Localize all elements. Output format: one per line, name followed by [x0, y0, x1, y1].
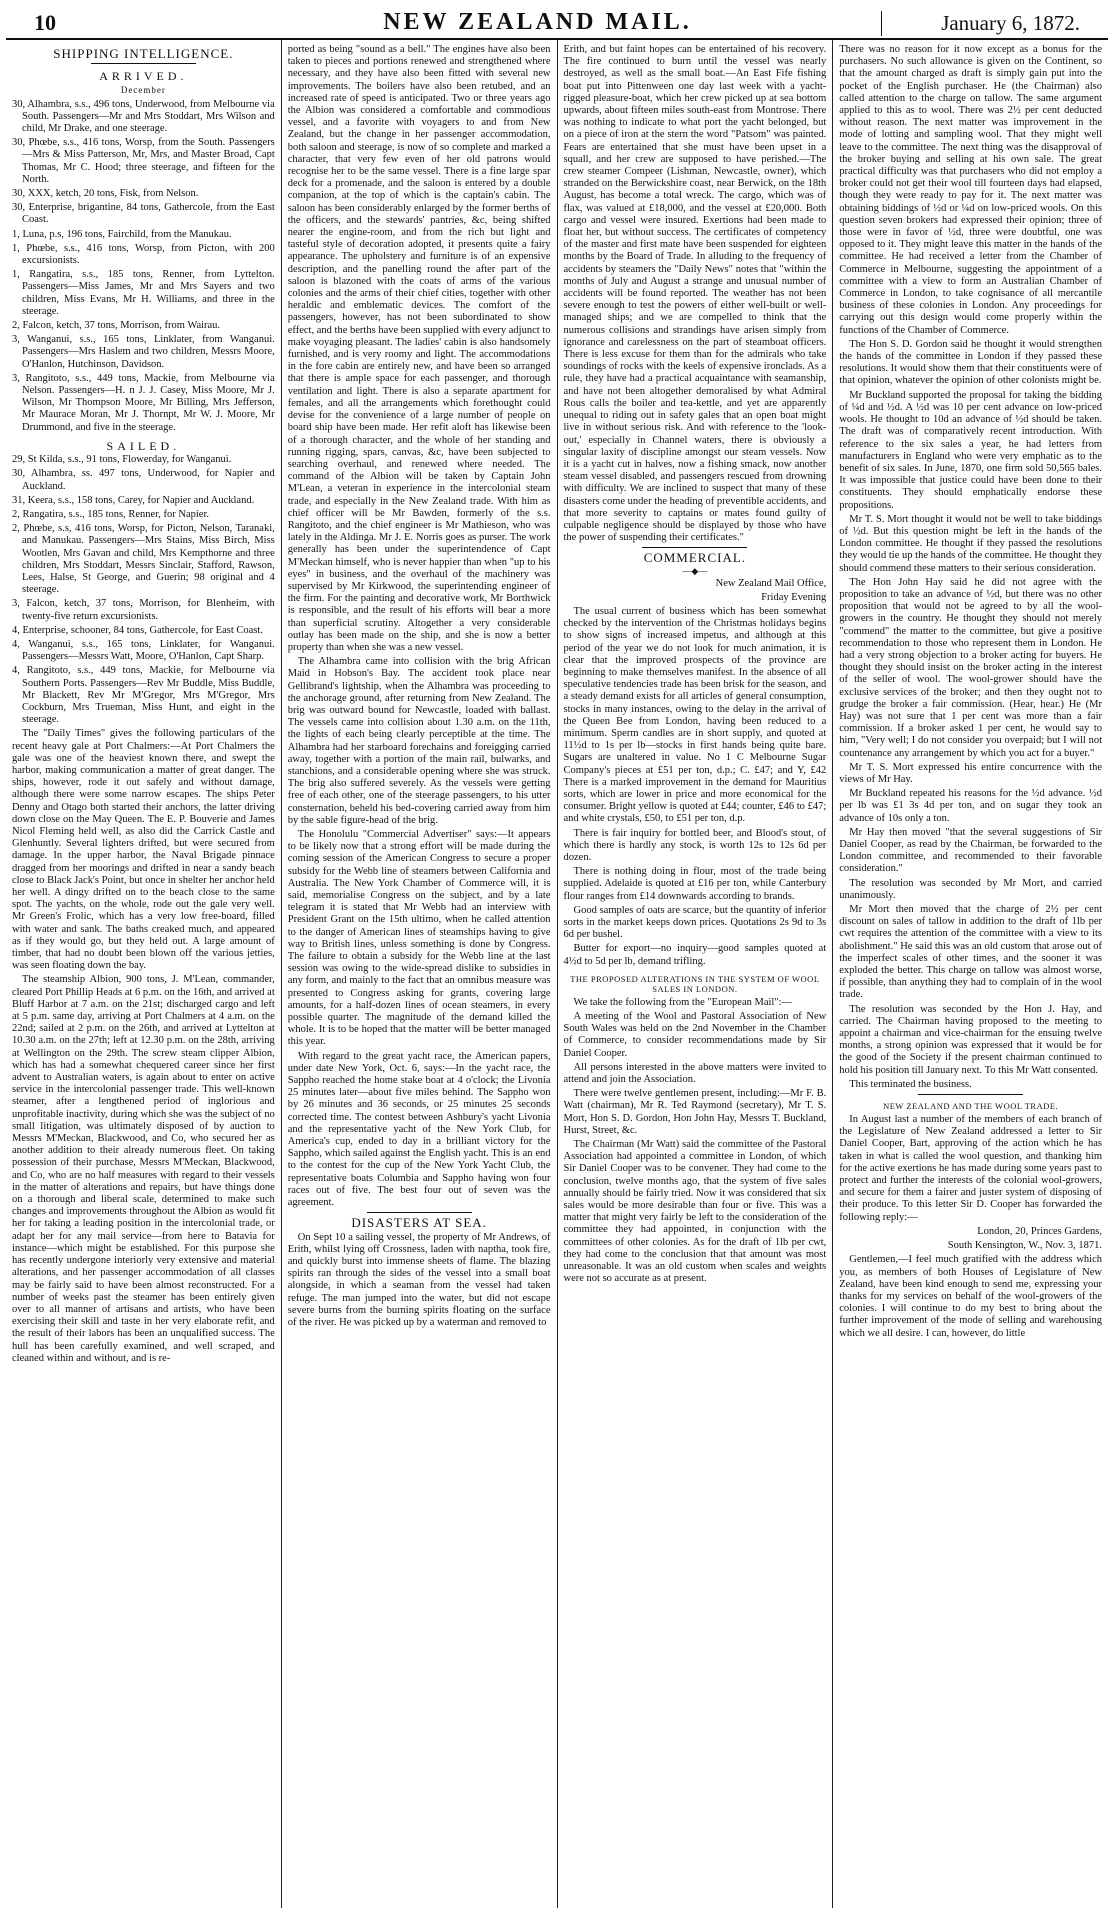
- list-item: 2, Phœbe, s.s, 416 tons, Worsp, for Picton, Nelson, Taranaki, and Manukau. Passengers—Mrs Stains, Miss Birch, Miss Wootlen, Mrs Gavan and child, Mrs Kempthorne and three children, Mrs Stoddart, Messrs Sinclair, Stafford, Rawson, Lees, Halse, St George, and Guerin; 98 original and 4 steerage.: [12, 523, 275, 596]
- list-item: 30, Alhambra, s.s., 496 tons, Underwood, from Melbourne via South. Passengers—Mr and Mrs Stoddart, Mrs Wilson and child, Mr Drake, and one steerage.: [12, 98, 275, 135]
- column-2: [282, 40, 558, 1908]
- article-paragraph: There is fair inquiry for bottled beer, and Blood's stout, of which there is hardly any stock, is worth 12s to 12s 6d per dozen.: [563, 827, 827, 863]
- article-paragraph: The Hon S. D. Gordon said he thought it would strengthen the hands of the committee in London if they passed these resolutions. It would show them that their constituents were of that opinion, whatever the opinion of other colonists might be.: [839, 338, 1102, 387]
- list-item: 3, Falcon, ketch, 37 tons, Morrison, for Blenheim, with twenty-five return excursionists.: [12, 598, 275, 622]
- article-paragraph: The resolution was seconded by the Hon J. Hay, and carried. The Chairman having proposed to the meeting to appoint a chairman and vice-chairman for the ensuing twelve months, a strong opinion was expressed that it would be for the good of the Society if the present chairman continued to hold his position till January next. To this Mr Watt consented.: [839, 1003, 1102, 1076]
- arrivals-list: [12, 99, 275, 434]
- article-paragraph: The steamship Albion, 900 tons, J. M'Lean, commander, cleared Port Phillip Heads at 6 p.m. on the 16th, and arrived at Bluff Harbor at 7 a.m. on the 21st; discharged cargo and left at 5 p.m. same day, arriving at Port Chalmers at 4 a.m. on the 22nd; sailed at 2 p.m. on the 26th, and arrived at Lyttelton at 10.30 a.m. on the 27th; left at 12.30 p.m. on the 28th, arriving at Wellington on the 29th. The screw steam clipper Albion, which has had a somewhat chequered career since her first advent to Australian waters, is again about to enter on active service in the intercolonial passenger trade. This well-known steamer, after a lengthened period of inglorious and unprofitable inactivity, during which she was the subject of no small litigation, was ultimately disposed of by auction to Messrs M'Meckan, Blackwood, and Co, who secured her as another addition to their already numerous fleet. On taking possession of their purchase, Messrs M'Meckan, Blackwood, and Co, who are no half measures with regard to their vessels in the matter of alterations and repairs, but have things done on a thorough and liberal scale, determined to make such changes and improvements throughout the Albion as would fit her for taking a leading position in the intercolonial trade, or adapt her for any mail service—from here to Batavia for instance—which might be established. For this purpose she has recently undergone interiorly very extensive and material alterations, and her passenger accommodation of all classes may be fairly said to have been almost reconstructed. For a number of weeks past the steamer has been entirely given over to all manner of artisans and artists, who have been exercising their skill and taste in her very elaborate refit, and the result of their labors has been an unqualified success. The hull has been carefully examined, and well scraped, and cleaned within and without, and is re-: [12, 974, 275, 1364]
- list-item: 31, Keera, s.s., 158 tons, Carey, for Napier and Auckland.: [12, 494, 255, 506]
- column-3: [558, 40, 834, 1908]
- column-4: [833, 40, 1108, 1908]
- list-item: 30, Alhambra, ss. 497 tons, Underwood, for Napier and Auckland.: [12, 468, 275, 492]
- article-paragraph: On Sept 10 a sailing vessel, the property of Mr Andrews, of Erith, whilst lying off Crossness, laden with naptha, took fire, and quickly burst into immense sheets of flame. The blazing spirits ran through the sides of the vessel into a small boat alongside, in which a seaman from the vessel had taken refuge. The man jumped into the water, but did not escape severe burns from the burning spirits floating on the surface of the river. He was picked up by a waterman and removed to: [287, 1231, 551, 1328]
- month-label: December: [120, 85, 166, 96]
- list-item: 1, Rangatira, s.s., 185 tons, Renner, from Lyttelton. Passengers—Miss James, Mr and Mrs Sayers and two children, Miss Evans, Mr H. Williams, and three in the steerage.: [12, 269, 275, 317]
- list-item: 2, Falcon, ketch, 37 tons, Morrison, from Wairau.: [12, 320, 221, 332]
- office-line: New Zealand Mail Office,: [715, 577, 827, 589]
- article-paragraph: Mr Hay then moved "that the several suggestions of Sir Daniel Cooper, as read by the Chairman, be forwarded to the London committee, and recommended to their favorable consideration.": [839, 826, 1102, 875]
- article-paragraph: Good samples of oats are scarce, but the quantity of inferior sorts in the market keeps down prices. Quotations 2s 9d to 3s 6d per bushel.: [563, 904, 827, 941]
- list-item: 4, Enterprise, schooner, 84 tons, Gathercole, for East Coast.: [12, 624, 263, 636]
- list-item: 2, Rangatira, s.s., 185 tons, Renner, for Napier.: [12, 508, 209, 520]
- list-item: 3, Wanganui, s.s., 165 tons, Linklater, from Wanganui. Passengers—Mrs Haslem and two children, Messrs Moore, O'Hanlon, Hutchinson, Davidson.: [12, 334, 275, 370]
- sailings-list: [12, 454, 275, 726]
- article-paragraph: With regard to the great yacht race, the American papers, under date New York, Oct. 6, says:—In the yacht race, the Sappho reached the home stake boat at 4 o'clock; the Livonia 25 minutes later—about five miles behind. The Sappho won by 26 minutes and 36 seconds, or 25 minutes 25 seconds corrected time. The contest between Ashbury's yacht Livonia and the representative yacht of the New York Club, for America's cup, ended to day in a brilliant victory for the Sappho, which sailed against the English yacht. This is an end to the contest for the cup of the New York Yacht Club, the representative boats Columbia and Sappho having won four races out of five. The best four out of seven was the agreement.: [287, 1050, 551, 1209]
- article-paragraph: This terminated the business.: [849, 1078, 972, 1090]
- article-paragraph: The "Daily Times" gives the following particulars of the recent heavy gale at Port Chalmers:—At Port Chalmers the gale was one of the heaviest known there, and swept the harbor, making communication a matter of great danger. The ships, however, rode it out safely and without damage, although there were some narrow escapes. The ships Peter Denny and Otago both started their anchors, the latter driving down close on the May Queen. The E. P. Bouverie and James Nicol Fleming held well, as also did the Carrick Castle and Glenhuntly. Several lighters drifted, but were secured from damage. In the upper harbor, the Naval Brigade pinnace dragged from her moorings and drifted in near a sandy beach close to Black Jack's Point, but once in shelter her anchor held her well. A dingy drifted on to the beach close to the same spot. The yachts, on the whole, rode out the gale very well. Mr Green's Frolic, which has a very low free-board, filled with water and sank. The baths creaked much, and appeared as if they would go, but they held out. A large amount of timber, that had no doubt been blown off the various jetties, was seen floating down the bay.: [12, 728, 275, 972]
- article-paragraph: The usual current of business which has been somewhat checked by the intervention of the Christmas holidays begins to show signs of increased impetus, and although at this period of the year we do not look for much animation, it is clear that the improved prospects of the province are beginning to make themselves manifest. In the absence of all speculative tendencies trade has been brisk for the season, and a steady demand exists for all articles of general consumption, stocks in many instances, owing to the delay in the arrival of the Queen Bee from London, having been reduced to a minimum. Sperm candles are in short supply, and quoted at 11½d to 1s per lb—stocks in first hands being quite bare. Sugars are unaltered in value. No 1 C Melbourne Sugar Company's pieces at £51 per ton, d.p.; C. £47; and Y, £42 There is a marked improvement in the demand for Mauritius sorts, which are lower in price and more economical for the consumer. Bright yellow is quoted at £44; counter, £46 to £47; and white crystals, £50, to £51 per ton, d.p.: [563, 605, 827, 825]
- article-paragraph: A meeting of the Wool and Pastoral Association of New South Wales was held on the 2nd November in the Chamber of Commerce, to consider recommendations made by Sir Daniel Cooper.: [563, 1011, 827, 1059]
- article-paragraph: There was no reason for it now except as a bonus for the purchasers. No such allowance is given on the Continent, so that the amount charged as draft is simply gain put into the pocket of the English purchaser. He (the Chairman) also called attention to the charge on tallow. The same argument applied to this as to wool. There was 2½ per cent deducted without reason. The next matter was improvement in the mode of lotting and sampling wool. That they might well leave to the committee. The next thing was the disapproval of the broker buying and selling at his own sale. The great practical difficulty was that purchasers who did not employ a broker could not get their wool till fourteen days had elapsed, though they were ready to pay for it. The next matter was obtaining biddings of ½d or ¼d on low-priced wools. On this question seven brokers had expressed their opinion; three of those were in favor of ½d, three were doubtful, one was opposed to it. They might leave this matter in the hands of the committee. He had received a letter from the Chamber of Commerce in Melbourne, suggesting the appointment of a committee with a view to form an Australian Chamber of Commerce in London, to take cognisance of all mercantile business of these colonies in London. Any proceedings for carrying out this design would come properly within the functions of the Chamber of Commerce.: [839, 44, 1102, 336]
- article-paragraph: Mr Buckland repeated his reasons for the ½d advance. ½d per lb was £1 3s 4d per ton, and on sugar they took an advance of 10s only a ton.: [839, 788, 1102, 824]
- letter-address: London, 20, Princes Gardens,: [977, 1225, 1102, 1237]
- article-paragraph: Butter for export—no inquiry—good samples quoted at 4½d to 5d per lb, demand trifling.: [563, 943, 827, 967]
- section-heading-commercial: COMMERCIAL.: [643, 550, 747, 566]
- list-item: 30, XXX, ketch, 20 tons, Fisk, from Nelson.: [12, 188, 199, 200]
- column-1: [6, 40, 282, 1908]
- list-item: 29, St Kilda, s.s., 91 tons, Flowerday, for Wanganui.: [12, 454, 232, 466]
- article-paragraph: Mr Buckland supported the proposal for taking the bidding of ¼d and ½d. A ½d was 10 per cent advance on low-priced wools. He thought to 10d an advance of ½d should be taken. The draft was of comparatively recent introduction. With reference to the six sales a year, he had letters from manufacturers in England who were very emphatic as to the benefit of six sales. In June, 1870, one firm sold 50,565 bales. It was impossible that justice could have been done to their constituents. They should emphatically endorse these propositions.: [839, 389, 1102, 511]
- list-item: 4, Wanganui, s.s., 165 tons, Linklater, for Wanganui. Passengers—Messrs Watt, Moore, O'Hanlon, Capt Sharp.: [12, 638, 275, 663]
- issue-date: January 6, 1872.: [881, 11, 1080, 36]
- article-paragraph: There were twelve gentlemen present, including:—Mr F. B. Watt (chairman), Mr R. Ted Raymond (secretary), Mr T. S. Mort, Hon S. D. Gordon, Hon John Hay, Messrs T. Buckland, Hurst, Street, &c.: [563, 1088, 827, 1136]
- article-paragraph: Mr T. S. Mort expressed his entire concurrence with the views of Mr Hay.: [839, 761, 1102, 785]
- section-heading-shipping: SHIPPING INTELLIGENCE.: [53, 46, 234, 61]
- article-paragraph: In August last a number of the members of each branch of the Legislature of New Zealand addressed a letter to Sir Daniel Cooper, Bart, approving of the action which he has taken in what is called the wool question, and thanking him for the active exertions he has made during some years past to protect and further the interests of the colonial wool-growers, and secure for them a fairer and juster system of disposing of their produce. To this letter Sir D. Cooper has forwarded the following reply:—: [839, 1114, 1102, 1223]
- letter-address-2: South Kensington, W., Nov. 3, 1871.: [947, 1240, 1102, 1252]
- section-heading-disasters: DISASTERS AT SEA.: [351, 1215, 487, 1231]
- article-paragraph: Mr Mort then moved that the charge of 2½ per cent discount on sales of tallow in addition to the draft of 1lb per cwt requires the attention of the committee with a view to its abolishment." He said this was an old custom that arose out of the imperfect scales of other times, and the sooner it was exploded the better. This charge on tallow was almost worse, if possible, than anything they had to complain of in the wool trade.: [839, 904, 1102, 1001]
- letter-body: Gentlemen,—I feel much gratified with the address which you, as members of both Houses of Legislature of New Zealand, have been kind enough to send me, expressing your thanks for my services on behalf of the wool-growers of the colonies. I will continue to do my best to bring about the further improvement of the mode of selling and warehousing which we all desire. I can, however, do little: [839, 1254, 1102, 1339]
- subheading-arrived: ARRIVED.: [99, 69, 188, 84]
- newspaper-title: NEW ZEALAND MAIL.: [383, 9, 692, 35]
- article-paragraph: The Honolulu "Commercial Advertiser" says:—It appears to be likely now that a strong effort will be made during the coming session of the American Congress to secure a proper subsidy for the Webb line of steamers between California and Australia. The New York Chamber of Commerce will, it is said, memorialise Congress on the subject, and by a late telegram it is stated that Mr Webb had an interview with President Grant on the 15th ultimo, when he called attention to the danger of American lines of steamships having to give way to British lines, unless something is done by Congress. The failure to obtain a subsidy for the Webb line at the last session was owing to the wide-spread dislike to subsidies in any form, and mainly to the fact that an omnibus measure was presented to Congress asking for grants, covering large amounts, for a half-dozen lines of ocean steamers, in every possible quarter. The magnitude of the demand killed the whole. It is to be hoped that the matter will be better managed this year.: [287, 829, 551, 1048]
- list-item: 3, Rangitoto, s.s., 449 tons, Mackie, from Melbourne via Nelson. Passengers—H. n J. J. Casey, Miss Moore, Mr J. Wilson, Mr Thompson Moore, Mr Billing, Mrs Jefferson, Mr Maurace Moran, Mr J. Thornpt, Mr W. J. Moore, Mr Drummond, and five in the steerage.: [12, 372, 275, 433]
- page-number: 10: [34, 10, 56, 35]
- article-paragraph: Erith, and but faint hopes can be entertained of his recovery. The fire continued to burn until the vessel was nearly destroyed, as well as the small boat.—An East Fife fishing boat put into Pittenween one day last week with a yacht-rigged pleasure-boat, which her crew picked up at sea bottom upwards, about fifteen miles south-east from Montrose. There was nothing to indicate to what port the yacht belonged, but on a piece of iron at the stern the word "Patsom" was painted. Fears are entertained that she must have been upset in a squall, and her crew are supposed to have perished.—The crew steamer Compeer (Lishman, Newcastle, owner), which stranded on the Berwickshire coast, near Berwick, on the 18th August, has become a total wreck. The cargo, which was of flax, was valued at £18,000, and the vessel at £20,000. Both cargo and vessel were insured. Exertions had been made to float her, but without success. The certificates of competency of the master and first mate have been suspended for eighteen months by the Board of Trade. In alluding to the frequency of accidents by steamers the "Daily News" notes that "within the months of July and August a strange and unusual number of accidents will be found reported. The weather has not been severe enough to test the powers of either well-built or well-managed ships; and we are compelled to think that the numerous collisions and strandings have arisen simply from ignorance and carelessness on the part of steamboat officers. There is less excuse for them than for the admirals who take soundings of rocks with the keels of expensive ironclads. As a rule, they have had a practical acquaintance with seamanship, and have not been altogether demoralised by what Admiral Rous calls the boiler and tea-kettle, and yet are apparently unequal to riding out in safety gales that an open boat might live in without serious risk. And with reference to the 'look-out,' especially in Channel waters, there is obviously a singular laxity of discipline amongst our steam vessels. Now it is a yacht cut in halves, now a fishing smack, now another steam vessel disabled, and passengers rescued from drowning with difficulty. We are inclined to suspect that many of these disasters come under the heading of preventible accidents, and that more severity to captains or mates found guilty of culpable negligence should be displayed by those who have the power of suspending their certificates.": [563, 44, 827, 544]
- office-time: Friday Evening: [761, 591, 827, 603]
- article-paragraph: The Hon John Hay said he did not agree with the proposition to take an advance of ½d, but there was no other proposition that would not be agreed to by all the wool-growers in the country. He thought they should not merely "commend" the matter to the committee, but give a positive recommendation to those who represent them in London. He had a very strong objection to a broker acting for buyers. He thought they should insist on the broker acting in the interest of the seller of wool. The wool-grower should have the exclusive services of the broker; and then they ought not to grudge the broker a fair commission. (Hear, hear.) He (Mr Hay) was not sure that 1 per cent was more than a fair commission. If a broker asked 1 per cent, he would say to him, "Very well; I do not consider you overpaid; but I will not countenance any arrangement by which you act for a buyer.": [839, 576, 1102, 759]
- divider: [642, 547, 747, 548]
- masthead: [6, 6, 1108, 40]
- list-item: 1, Luna, p.s, 196 tons, Fairchild, from the Manukau.: [12, 228, 232, 240]
- article-paragraph: Mr T. S. Mort thought it would not be well to take biddings of ½d. But this question might be left in the hands of the London committee. He thought if they passed the resolutions they would tie up the hands of the committee. He thought they should commend these matters to their serious consideration.: [839, 513, 1102, 574]
- list-item: 30, Phœbe, s.s., 416 tons, Worsp, from the South. Passengers—Mrs & Miss Patterson, Mr, Mrs, and Master Broad, Capt Thomas, Mr C. Hood; three steerage, and fifteen for the North.: [12, 137, 275, 185]
- article-paragraph: The resolution was seconded by Mr Mort, and carried unanimously.: [839, 877, 1102, 901]
- article-paragraph: There is nothing doing in flour, most of the trade being supplied. Adelaide is quoted at £16 per ton, while Canterbury flour ranges from £14 downwards according to brands.: [563, 866, 827, 902]
- divider: [91, 63, 196, 64]
- article-paragraph: ported as being "sound as a bell." The engines have also been taken to pieces and portions renewed and strengthened where necessary, and they have also been fitted with several new improvements. The boilers have also been retubed, and an increased rate of speed is anticipated. Two or three years ago the Albion was considered a comfortable and commodious vessel, and a favorite with voyagers to and from New Zealand, but the change in her passenger accommodation, both saloon and steerage, is now of so complete and marked a character, that very few even of her old patrons would recognise her to be the same vessel. There is a fine large spar deck for a promenade, and the saloon is entered by a double companion, at the top of which is the captain's cabin. The saloon has been considerably enlarged by the former berths of the officers, and the stewards' pantries, &c, being shifted nearer the engine-room, and from the rich but light and tasteful style of decoration adopted, it presents quite a fairy appearance. The upholstery and furniture is of an expensive description, and the panelling round the after part of the saloon is blazoned with the coats of arms of the various colonies and the arms of their chief cities, together with other heraldic and emblematic devices. The comfort of the passengers, however, has not been subordinated to show effect, and the berths have been supplied with every adjunct to make voyaging pleasant. The ladies' cabin is also handsomely furnished, and is very roomy and light. The accommodations in the fore cabin are entirely new, and have been so arranged that there is ample space for each passenger, and thorough ventilation and light. There is also a separate apartment for females, and all the arrangements which forethought could devise for the convenience of a large number of people on board ship have been made. Her refit aloft has likewise been of a thorough character, and the whole of her standing and running rigging, spars, canvas, &c, have been subjected to searching overhaul, and renewed where needed. The command of the Albion will be taken by Captain John M'Lean, a veteran in experience in the intercolonial steam trade, and especially in the New Zealand trade. With him as chief officer will be Mr Bawden, formerly of the s.s. Rangitoto, and the chief engineer is Mr Mathieson, who was lately in the Aldinga. Mr J. E. Norris goes as purser. The work generally has been under the superintendence of Capt M'Meckan himself, who is never happier than when "up to his eyes" in business, and the overhaul of the machinery was supervised by Mr Kirkwood, the superintending engineer of the firm. For the painting and decorative work, Mr Borthwick is responsible, and the result of his efforts will bear a more than superficial scrutiny. Altogether a very considerable outlay has been made on the ship, and she is now a better property than when she was a new vessel.: [287, 44, 551, 653]
- list-item: 30, Enterprise, brigantine, 84 tons, Gathercole, from the East Coast.: [12, 202, 275, 226]
- article-paragraph: We take the following from the "European Mail":—: [573, 996, 793, 1008]
- section-heading-nz-wool: NEW ZEALAND AND THE WOOL TRADE.: [883, 1101, 1059, 1112]
- divider: [367, 1212, 472, 1213]
- article-paragraph: The Chairman (Mr Watt) said the committee of the Pastoral Association had appointed a committee in London, of which Sir Daniel Cooper was to be convener. They had come to the conclusion, twelve months ago, that the system of five sales annually should be fairly tried. Now it was considered that six sales would be more desirable than four or five. This was a matter that might very fairly be left to the consideration of the committee they had appointed, in conjunction with the committees of other colonies. As for the draft of 1lb per cwt, they had come to the conclusion that that amount was most unreasonable. It was an old custom when scales and weights were not so accurate as at present.: [563, 1139, 827, 1285]
- section-heading-wool-sales: THE PROPOSED ALTERATIONS IN THE SYSTEM OF WOOL SALES IN LONDON.: [570, 973, 820, 994]
- article-paragraph: The Alhambra came into collision with the brig African Maid in Hobson's Bay. The accident took place near Gellibrand's lightship, when the Alhambra was proceeding to the anchorage ground, after returning from New Zealand. The brig was outward bound for Newcastle, loaded with ballast. The vessels came into collision about 1.30 a.m. on the 11th, the lights of each being clearly perceptible at the time. The Alhambra had her starboard forechains and foreigging carried away, together with a portion of the main rail, bulwarks, and stanchions, and a considerable opening where she was struck. The brig also suffered severely. As the vessels were getting free of each other, one of the steerage passengers, to his utter consternation, beheld his bed-covering carried away from him by the sable figure-head of the brig.: [287, 656, 551, 826]
- ornament: —◆—: [682, 565, 708, 576]
- subheading-sailed: SAILED.: [106, 438, 181, 453]
- article-paragraph: All persons interested in the above matters were invited to attend and join the Association.: [563, 1061, 827, 1086]
- columns: [6, 40, 1108, 1908]
- list-item: 1, Phœbe, s.s., 416 tons, Worsp, from Picton, with 200 excursionists.: [12, 242, 275, 267]
- divider: [918, 1094, 1023, 1095]
- list-item: 4, Rangitoto, s.s., 449 tons, Mackie, for Melbourne via Southern Ports. Passengers—Rev Mr Buddle, Miss Buddle, Mr Blackett, Rev Mr M'Gregor, Mrs M'Gregor, Mrs Cockburn, Mrs Trueman, Miss Hunt, and eight in the steerage.: [12, 665, 275, 726]
